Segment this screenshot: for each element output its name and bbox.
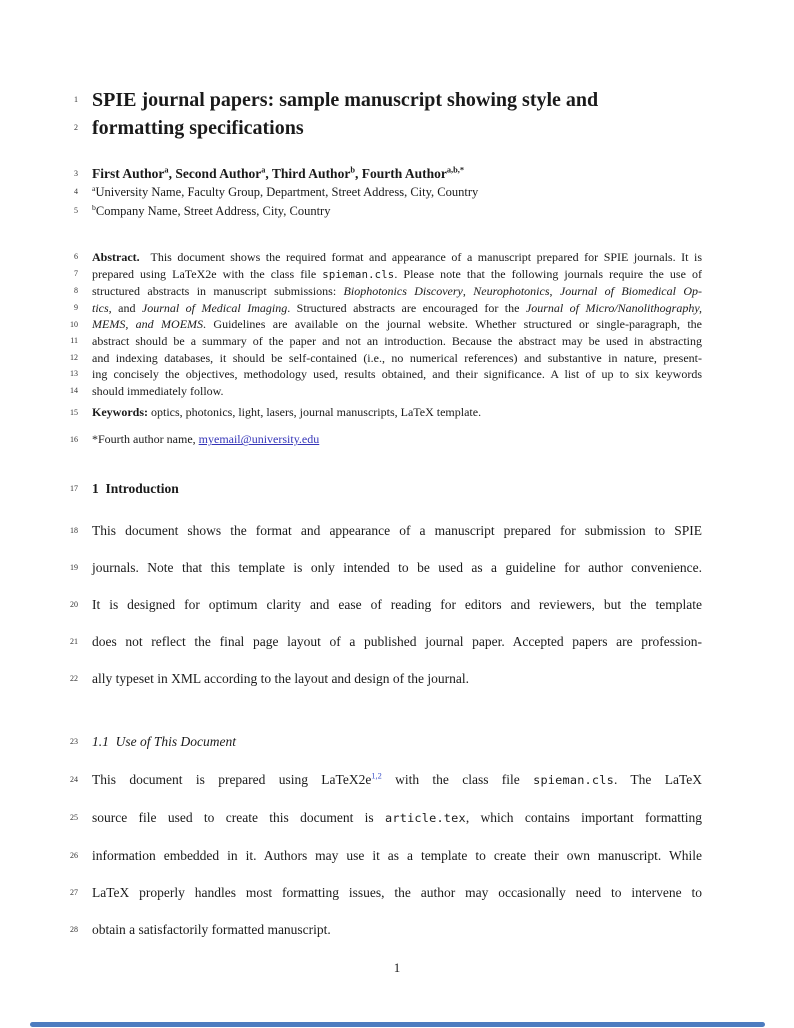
text-segment: abstract should be a summary of the paper and not an introduction. Because the abstract may be used in abstracting [92, 333, 702, 348]
line-number: 24 [70, 775, 78, 785]
line-text [92, 333, 702, 350]
text-segment: Abstract. [92, 250, 140, 264]
text-segment: tics, [92, 300, 112, 315]
doc-line [0, 333, 794, 350]
doc-line [0, 837, 794, 874]
text-segment: SPIE journal papers: sample manuscript showing style and [92, 89, 599, 111]
line-number: 9 [74, 303, 78, 313]
line-text [92, 837, 702, 874]
text-segment: Neurophotonics [473, 284, 550, 299]
line-number: 17 [70, 484, 78, 494]
line-number: 20 [70, 599, 78, 609]
line-number: 28 [70, 924, 78, 934]
line-text [92, 249, 702, 266]
line-text [92, 623, 702, 660]
superscript-affiliation-marker: b [350, 165, 355, 175]
line-text [92, 733, 702, 751]
text-segment: journals. Note that this template is only intended to be used as a guideline for author convenience. [92, 560, 702, 576]
subsection-heading-use-of-this-document [0, 733, 794, 751]
line-text [92, 164, 702, 183]
doc-line [0, 799, 794, 837]
line-text [92, 114, 732, 142]
text-segment: First Author [92, 166, 165, 181]
text-segment: 1.1 Use of This Document [92, 734, 236, 750]
line-text [92, 404, 702, 421]
paper-title [0, 86, 794, 142]
line-number: 25 [70, 813, 78, 823]
text-segment: spieman.cls [322, 268, 395, 281]
text-segment: , Second Author [168, 166, 262, 181]
line-text [92, 586, 702, 623]
line-number: 21 [70, 636, 78, 646]
superscript-affiliation-marker: b [92, 202, 96, 212]
text-segment: , [462, 284, 474, 299]
doc-line [0, 911, 794, 948]
text-segment: ing concisely the objectives, methodology used, results obtained, and their significance. A list of up to six keywords [92, 367, 702, 382]
line-text [92, 874, 702, 911]
doc-line [0, 283, 794, 300]
text-segment: . The LaTeX [613, 772, 702, 788]
line-text [92, 316, 702, 333]
text-segment: This document shows the format and appearance of a manuscript prepared for submission to SPIE [92, 523, 702, 539]
email-link[interactable]: myemail@university.edu [198, 432, 320, 447]
text-segment: optics, photonics, light, lasers, journal manuscripts, LaTeX template. [148, 405, 482, 420]
text-segment: information embedded in it. Authors may use it as a template to create their own manuscript. While [92, 848, 702, 864]
doc-line [0, 350, 794, 367]
line-number: 19 [70, 562, 78, 572]
line-text [92, 799, 702, 837]
text-segment: Journal of Micro/Nanolithography, [525, 300, 702, 315]
line-number: 22 [70, 673, 78, 683]
line-number: 7 [74, 269, 78, 279]
line-number: 26 [70, 850, 78, 860]
doc-line [0, 316, 794, 333]
line-number: 16 [70, 434, 78, 444]
line-text [92, 183, 702, 202]
line-text [92, 366, 702, 383]
text-segment: It is designed for optimum clarity and ease of reading for editors and reviewers, but the template [92, 597, 702, 613]
text-segment: . Guidelines are available on the journal website. Whether structured or single-paragraph, the [203, 317, 702, 332]
doc-line [0, 586, 794, 623]
horizontal-scrollbar[interactable] [30, 1022, 765, 1027]
text-segment: article.tex [385, 811, 466, 826]
line-number: 12 [70, 352, 78, 362]
corresponding-author [0, 431, 794, 448]
line-text [92, 660, 702, 697]
document-body [0, 86, 794, 948]
doc-line [0, 549, 794, 586]
doc-line [0, 300, 794, 317]
line-number: 11 [70, 336, 78, 346]
doc-line [0, 202, 794, 221]
text-segment: with the class file [381, 772, 534, 788]
affiliations [0, 183, 794, 220]
line-number: 4 [74, 187, 78, 197]
intro-paragraph [0, 512, 794, 697]
line-text [92, 86, 732, 114]
keywords [0, 404, 794, 421]
line-text [92, 512, 702, 549]
superscript-affiliation-marker: a [261, 165, 266, 175]
text-segment: ally typeset in XML according to the layout and design of the journal. [92, 671, 470, 687]
superscript-affiliation-marker: a,b,* [446, 165, 465, 175]
text-segment: Journal of Biomedical Op- [559, 284, 703, 299]
text-segment: Company Name, Street Address, City, Country [95, 203, 331, 218]
text-segment: . Structured abstracts are encouraged for the [287, 300, 526, 315]
text-segment: , which contains important formatting [465, 810, 702, 826]
text-segment: , [549, 284, 560, 299]
text-segment: Keywords: [92, 405, 148, 420]
line-text [92, 266, 702, 284]
line-text [92, 350, 702, 367]
text-segment: structured abstracts in manuscript submissions: [92, 284, 344, 299]
doc-line [0, 183, 794, 202]
text-segment: Journal of Medical Imaging [141, 300, 288, 315]
line-text [92, 761, 702, 799]
line-text [92, 300, 702, 317]
line-number: 5 [74, 205, 78, 215]
text-segment: prepared using LaTeX2e with the class file [92, 266, 323, 281]
line-number: 27 [70, 887, 78, 897]
line-number: 15 [70, 407, 78, 417]
line-number: 2 [74, 123, 78, 132]
line-text [92, 549, 702, 586]
text-segment: Biophotonics Discovery [343, 284, 463, 299]
line-number: 8 [74, 286, 78, 296]
doc-line [0, 164, 794, 183]
doc-line [0, 623, 794, 660]
line-number: 13 [70, 369, 78, 379]
doc-line [0, 431, 794, 448]
line-number: 1 [74, 95, 78, 104]
line-text [92, 480, 702, 498]
doc-line [0, 249, 794, 266]
line-number: 10 [70, 319, 78, 329]
line-number: 6 [74, 252, 78, 262]
line-number: 14 [70, 386, 78, 396]
text-segment: , Fourth Author [354, 166, 447, 181]
line-text [92, 431, 702, 448]
text-segment: This document shows the required format and appearance of a manuscript prepared for SPIE journals. It is [139, 250, 702, 264]
doc-line [0, 874, 794, 911]
doc-line [0, 733, 794, 751]
doc-line [0, 266, 794, 284]
doc-line [0, 404, 794, 421]
text-segment: formatting specifications [92, 117, 304, 139]
doc-line [0, 114, 794, 142]
text-segment: source file used to create this document is [92, 810, 386, 826]
line-number: 3 [74, 168, 78, 178]
text-segment: *Fourth author name, [92, 432, 199, 447]
text-segment: , Third Author [265, 166, 351, 181]
doc-line [0, 660, 794, 697]
doc-line [0, 383, 794, 400]
abstract [0, 249, 794, 399]
line-number: 18 [70, 525, 78, 535]
doc-line [0, 761, 794, 799]
text-segment: spieman.cls [533, 773, 614, 788]
superscript-affiliation-marker: a [92, 183, 96, 193]
text-segment: obtain a satisfactorily formatted manuscript. [92, 922, 331, 938]
text-segment: does not reflect the final page layout of a published journal paper. Accepted papers are profession- [92, 634, 702, 650]
line-text [92, 283, 702, 300]
text-segment: should immediately follow. [92, 383, 224, 398]
doc-line [0, 480, 794, 498]
text-segment: and indexing databases, it should be self-contained (i.e., no numerical references) and substantive in nature, present- [92, 350, 702, 365]
citation-link[interactable]: 1,2 [371, 771, 382, 781]
doc-line [0, 366, 794, 383]
line-text [92, 202, 702, 221]
text-segment: . Please note that the following journals require the use of [394, 266, 702, 281]
page-number: 1 [393, 960, 401, 976]
doc-line [0, 512, 794, 549]
line-text [92, 911, 702, 948]
author-list [0, 164, 794, 183]
line-number: 23 [70, 737, 78, 747]
text-segment: and [111, 300, 142, 315]
doc-line [0, 86, 794, 114]
text-segment: This document is prepared using LaTeX2e [92, 772, 372, 788]
text-segment: 1 Introduction [92, 481, 179, 497]
superscript-affiliation-marker: a [164, 165, 169, 175]
text-segment: LaTeX properly handles most formatting issues, the author may occasionally need to intervene to [92, 885, 702, 901]
use-paragraph [0, 761, 794, 948]
section-heading-introduction [0, 480, 794, 498]
line-text [92, 383, 702, 400]
text-segment: University Name, Faculty Group, Department, Street Address, City, Country [95, 185, 479, 199]
text-segment: MEMS, and MOEMS [92, 317, 204, 332]
